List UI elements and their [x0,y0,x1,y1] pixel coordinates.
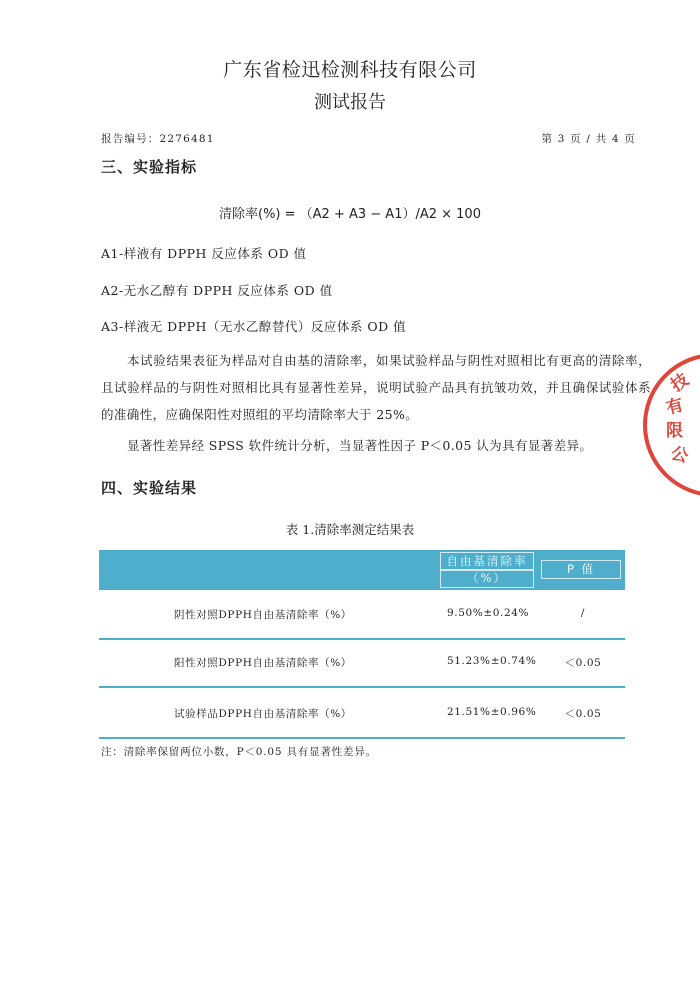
row-p-value: / [580,607,586,619]
company-seal-stamp [640,340,700,510]
definition-a2: A2-无水乙醇有 DPPH 反应体系 OD 值 [101,283,333,298]
table-caption: 表 1.清除率测定结果表 [285,522,415,537]
row-p-value: ＜0.05 [564,708,602,720]
row-label: 阳性对照DPPH自由基清除率（%） [174,657,352,669]
header-clearance: 自由基清除率 [440,552,534,571]
report-title: 测试报告 [314,92,386,113]
paragraph-significance: 显著性差异经 SPSS 软件统计分析，当显著性因子 P＜0.05 认为具有显著差异。 [127,438,593,453]
table-note: 注：清除率保留两位小数，P＜0.05 具有显著性差异。 [101,746,377,758]
definition-a1: A1-样液有 DPPH 反应体系 OD 值 [101,246,307,261]
row-value: 21.51%±0.96% [447,706,537,718]
section-title-results: 四、实验结果 [101,479,198,497]
svg-text:公: 公 [668,443,691,468]
header-percent: （%） [440,569,534,588]
header-p-value: P 值 [541,560,621,579]
row-value: 51.23%±0.74% [447,655,537,667]
row-value: 9.50%±0.24% [447,607,530,619]
svg-text:有: 有 [664,395,686,419]
report-number: 报告编号：2276481 [101,133,215,145]
section-title-indicators: 三、实验指标 [101,158,198,176]
table-row [99,590,625,640]
svg-text:限: 限 [666,421,683,441]
row-label: 阴性对照DPPH自由基清除率（%） [174,609,352,621]
page-indicator: 第 3 页 / 共 4 页 [541,133,636,145]
definition-a3: A3-样液无 DPPH（无水乙醇替代）反应体系 OD 值 [101,319,407,334]
svg-text:技: 技 [667,369,693,397]
paragraph-result-explanation: 本试验结果表征为样品对自由基的清除率，如果试验样品与阴性对照相比有更高的清除率，且试验样品的与阴性对照相比具有显著性差异，说明试验产品具有抗皱功效，并且确保试验体系的准确性，应确保阳性对照组的平均清除率大于 25%。 [101,353,651,422]
company-name: 广东省检迅检测科技有限公司 [223,59,477,81]
clearance-formula: 清除率(%) = （A2 + A3 − A1）/A2 × 100 [219,207,481,222]
row-p-value: ＜0.05 [564,657,602,669]
row-label: 试验样品DPPH自由基清除率（%） [174,708,352,720]
results-table-header [99,550,625,590]
table-row [99,638,625,688]
table-row [99,689,625,739]
